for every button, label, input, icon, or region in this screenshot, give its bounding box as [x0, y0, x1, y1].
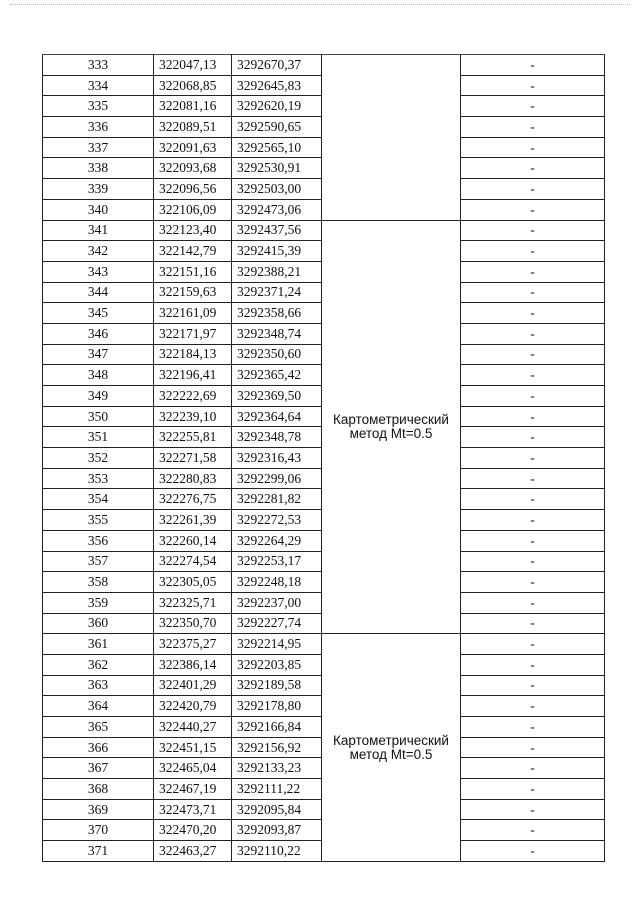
y-coordinate-cell: 3292369,50: [232, 386, 322, 407]
method-cell: [322, 220, 461, 634]
x-coordinate-cell: 322068,85: [154, 75, 232, 96]
accuracy-dash-cell: -: [461, 282, 605, 303]
point-number-cell: 337: [43, 137, 154, 158]
accuracy-dash-cell: -: [461, 158, 605, 179]
y-coordinate-cell: 3292503,00: [232, 179, 322, 200]
y-coordinate-cell: 3292388,21: [232, 261, 322, 282]
coordinates-table-body: [43, 55, 605, 862]
x-coordinate-cell: 322089,51: [154, 117, 232, 138]
x-coordinate-cell: 322260,14: [154, 530, 232, 551]
y-coordinate-cell: 3292350,60: [232, 344, 322, 365]
method-label-line1: Картометрический: [333, 411, 449, 427]
point-number-cell: 352: [43, 448, 154, 469]
accuracy-dash-cell: -: [461, 386, 605, 407]
point-number-cell: 342: [43, 241, 154, 262]
x-coordinate-cell: 322473,71: [154, 799, 232, 820]
y-coordinate-cell: 3292316,43: [232, 448, 322, 469]
point-number-cell: 347: [43, 344, 154, 365]
y-coordinate-cell: 3292365,42: [232, 365, 322, 386]
y-coordinate-cell: 3292670,37: [232, 55, 322, 76]
point-number-cell: 364: [43, 696, 154, 717]
point-number-cell: 349: [43, 386, 154, 407]
accuracy-dash-cell: -: [461, 510, 605, 531]
accuracy-dash-cell: -: [461, 406, 605, 427]
accuracy-dash-cell: -: [461, 55, 605, 76]
x-coordinate-cell: 322463,27: [154, 841, 232, 862]
y-coordinate-cell: 3292253,17: [232, 551, 322, 572]
x-coordinate-cell: 322375,27: [154, 634, 232, 655]
accuracy-dash-cell: -: [461, 634, 605, 655]
accuracy-dash-cell: -: [461, 75, 605, 96]
point-number-cell: 363: [43, 675, 154, 696]
y-coordinate-cell: 3292110,22: [232, 841, 322, 862]
accuracy-dash-cell: -: [461, 489, 605, 510]
accuracy-dash-cell: -: [461, 592, 605, 613]
y-coordinate-cell: 3292645,83: [232, 75, 322, 96]
point-number-cell: 346: [43, 323, 154, 344]
x-coordinate-cell: 322440,27: [154, 717, 232, 738]
x-coordinate-cell: 322081,16: [154, 96, 232, 117]
accuracy-dash-cell: -: [461, 717, 605, 738]
point-number-cell: 345: [43, 303, 154, 324]
y-coordinate-cell: 3292166,84: [232, 717, 322, 738]
table-row: [43, 55, 605, 76]
accuracy-dash-cell: -: [461, 199, 605, 220]
accuracy-dash-cell: -: [461, 241, 605, 262]
point-number-cell: 361: [43, 634, 154, 655]
point-number-cell: 350: [43, 406, 154, 427]
point-number-cell: 371: [43, 841, 154, 862]
y-coordinate-cell: 3292189,58: [232, 675, 322, 696]
point-number-cell: 359: [43, 592, 154, 613]
x-coordinate-cell: 322142,79: [154, 241, 232, 262]
accuracy-dash-cell: -: [461, 572, 605, 593]
point-number-cell: 353: [43, 468, 154, 489]
x-coordinate-cell: 322184,13: [154, 344, 232, 365]
accuracy-dash-cell: -: [461, 261, 605, 282]
x-coordinate-cell: 322161,09: [154, 303, 232, 324]
method-label-line2: метод Mt=0.5: [349, 746, 433, 762]
x-coordinate-cell: 322047,13: [154, 55, 232, 76]
method-label-line2: метод Mt=0.5: [349, 425, 433, 441]
accuracy-dash-cell: -: [461, 654, 605, 675]
point-number-cell: 338: [43, 158, 154, 179]
x-coordinate-cell: 322465,04: [154, 758, 232, 779]
x-coordinate-cell: 322325,71: [154, 592, 232, 613]
point-number-cell: 340: [43, 199, 154, 220]
point-number-cell: 357: [43, 551, 154, 572]
point-number-cell: 362: [43, 654, 154, 675]
y-coordinate-cell: 3292214,95: [232, 634, 322, 655]
x-coordinate-cell: 322276,75: [154, 489, 232, 510]
table-row: [43, 634, 605, 655]
y-coordinate-cell: 3292590,65: [232, 117, 322, 138]
method-cell: [322, 55, 461, 221]
point-number-cell: 343: [43, 261, 154, 282]
point-number-cell: 336: [43, 117, 154, 138]
y-coordinate-cell: 3292156,92: [232, 737, 322, 758]
point-number-cell: 367: [43, 758, 154, 779]
point-number-cell: 333: [43, 55, 154, 76]
x-coordinate-cell: 322159,63: [154, 282, 232, 303]
accuracy-dash-cell: -: [461, 365, 605, 386]
y-coordinate-cell: 3292530,91: [232, 158, 322, 179]
y-coordinate-cell: 3292473,06: [232, 199, 322, 220]
point-number-cell: 358: [43, 572, 154, 593]
y-coordinate-cell: 3292299,06: [232, 468, 322, 489]
x-coordinate-cell: 322261,39: [154, 510, 232, 531]
y-coordinate-cell: 3292264,29: [232, 530, 322, 551]
x-coordinate-cell: 322239,10: [154, 406, 232, 427]
point-number-cell: 341: [43, 220, 154, 241]
x-coordinate-cell: 322271,58: [154, 448, 232, 469]
accuracy-dash-cell: -: [461, 841, 605, 862]
method-label-line1: Картометрический: [333, 732, 449, 748]
x-coordinate-cell: 322096,56: [154, 179, 232, 200]
y-coordinate-cell: 3292133,23: [232, 758, 322, 779]
accuracy-dash-cell: -: [461, 530, 605, 551]
point-number-cell: 368: [43, 779, 154, 800]
x-coordinate-cell: 322451,15: [154, 737, 232, 758]
y-coordinate-cell: 3292348,78: [232, 427, 322, 448]
y-coordinate-cell: 3292565,10: [232, 137, 322, 158]
point-number-cell: 344: [43, 282, 154, 303]
x-coordinate-cell: 322467,19: [154, 779, 232, 800]
x-coordinate-cell: 322151,16: [154, 261, 232, 282]
point-number-cell: 334: [43, 75, 154, 96]
y-coordinate-cell: 3292437,56: [232, 220, 322, 241]
y-coordinate-cell: 3292095,84: [232, 799, 322, 820]
point-number-cell: 360: [43, 613, 154, 634]
point-number-cell: 339: [43, 179, 154, 200]
y-coordinate-cell: 3292415,39: [232, 241, 322, 262]
point-number-cell: 348: [43, 365, 154, 386]
y-coordinate-cell: 3292348,74: [232, 323, 322, 344]
x-coordinate-cell: 322106,09: [154, 199, 232, 220]
x-coordinate-cell: 322123,40: [154, 220, 232, 241]
y-coordinate-cell: 3292248,18: [232, 572, 322, 593]
x-coordinate-cell: 322091,63: [154, 137, 232, 158]
x-coordinate-cell: 322222,69: [154, 386, 232, 407]
y-coordinate-cell: 3292281,82: [232, 489, 322, 510]
accuracy-dash-cell: -: [461, 799, 605, 820]
point-number-cell: 366: [43, 737, 154, 758]
point-number-cell: 356: [43, 530, 154, 551]
y-coordinate-cell: 3292178,80: [232, 696, 322, 717]
accuracy-dash-cell: -: [461, 613, 605, 634]
accuracy-dash-cell: -: [461, 779, 605, 800]
y-coordinate-cell: 3292620,19: [232, 96, 322, 117]
accuracy-dash-cell: -: [461, 696, 605, 717]
y-coordinate-cell: 3292237,00: [232, 592, 322, 613]
accuracy-dash-cell: -: [461, 737, 605, 758]
accuracy-dash-cell: -: [461, 468, 605, 489]
x-coordinate-cell: 322171,97: [154, 323, 232, 344]
y-coordinate-cell: 3292272,53: [232, 510, 322, 531]
point-number-cell: 355: [43, 510, 154, 531]
accuracy-dash-cell: -: [461, 96, 605, 117]
accuracy-dash-cell: -: [461, 117, 605, 138]
accuracy-dash-cell: -: [461, 323, 605, 344]
scan-top-edge: [10, 4, 630, 7]
x-coordinate-cell: 322386,14: [154, 654, 232, 675]
accuracy-dash-cell: -: [461, 303, 605, 324]
accuracy-dash-cell: -: [461, 758, 605, 779]
accuracy-dash-cell: -: [461, 551, 605, 572]
accuracy-dash-cell: -: [461, 820, 605, 841]
x-coordinate-cell: 322305,05: [154, 572, 232, 593]
x-coordinate-cell: 322093,68: [154, 158, 232, 179]
accuracy-dash-cell: -: [461, 427, 605, 448]
accuracy-dash-cell: -: [461, 179, 605, 200]
y-coordinate-cell: 3292093,87: [232, 820, 322, 841]
point-number-cell: 370: [43, 820, 154, 841]
coordinates-table: [42, 54, 605, 862]
accuracy-dash-cell: -: [461, 220, 605, 241]
y-coordinate-cell: 3292371,24: [232, 282, 322, 303]
x-coordinate-cell: 322255,81: [154, 427, 232, 448]
accuracy-dash-cell: -: [461, 448, 605, 469]
x-coordinate-cell: 322274,54: [154, 551, 232, 572]
y-coordinate-cell: 3292203,85: [232, 654, 322, 675]
x-coordinate-cell: 322280,83: [154, 468, 232, 489]
x-coordinate-cell: 322196,41: [154, 365, 232, 386]
y-coordinate-cell: 3292358,66: [232, 303, 322, 324]
method-cell: [322, 634, 461, 862]
point-number-cell: 351: [43, 427, 154, 448]
table-row: [43, 220, 605, 241]
accuracy-dash-cell: -: [461, 137, 605, 158]
y-coordinate-cell: 3292364,64: [232, 406, 322, 427]
x-coordinate-cell: 322350,70: [154, 613, 232, 634]
y-coordinate-cell: 3292111,22: [232, 779, 322, 800]
accuracy-dash-cell: -: [461, 675, 605, 696]
x-coordinate-cell: 322470,20: [154, 820, 232, 841]
accuracy-dash-cell: -: [461, 344, 605, 365]
point-number-cell: 354: [43, 489, 154, 510]
x-coordinate-cell: 322401,29: [154, 675, 232, 696]
y-coordinate-cell: 3292227,74: [232, 613, 322, 634]
point-number-cell: 369: [43, 799, 154, 820]
point-number-cell: 365: [43, 717, 154, 738]
point-number-cell: 335: [43, 96, 154, 117]
x-coordinate-cell: 322420,79: [154, 696, 232, 717]
